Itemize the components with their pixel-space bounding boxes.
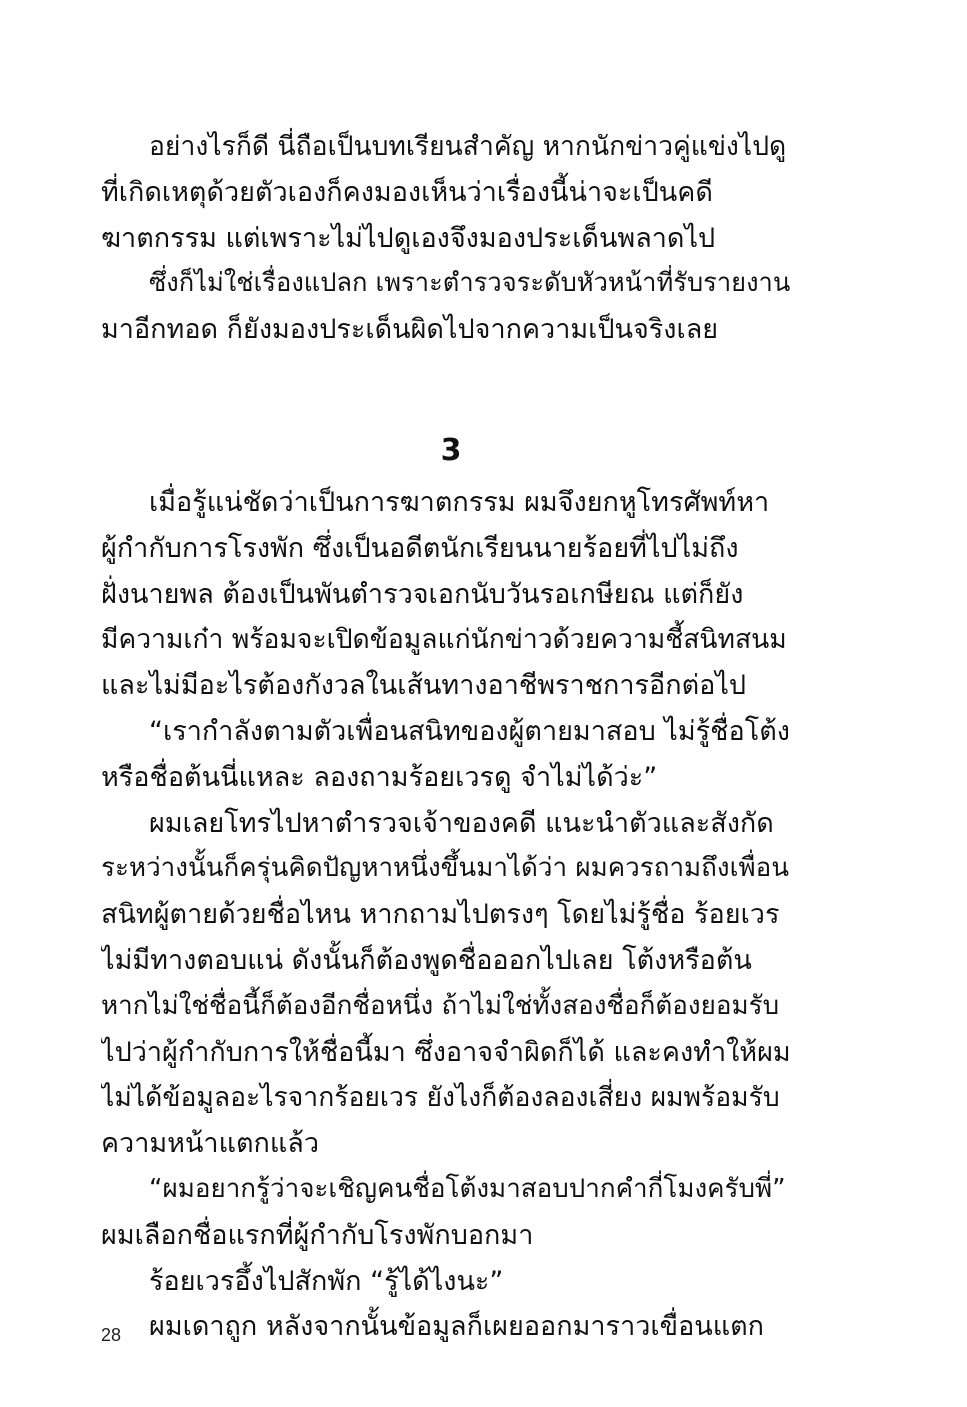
text-line: ผู้กำกับการโรงพัก ซึ่งเป็นอดีตนักเรียนนายร้อยที่ไปไม่ถึง: [101, 532, 739, 564]
text-line: สนิทผู้ตายด้วยชื่อไหน หากถามไปตรงๆ โดยไม่รู้ชื่อ ร้อยเวร: [101, 899, 780, 931]
text-line: อย่างไรก็ดี นี่ถือเป็นบทเรียนสำคัญ หากนักข่าวคู่แข่งไปดู: [149, 131, 787, 162]
section-gap: [101, 353, 791, 422]
text-line: หากไม่ใช่ชื่อนี้ก็ต้องอีกชื่อหนึ่ง ถ้าไม่ใช่ทั้งสองชื่อก็ต้องยอมรับ: [101, 990, 780, 1021]
text-line: “ผมอยากรู้ว่าจะเชิญคนชื่อโต้งมาสอบปากคำกี่โมงครับพี่”: [149, 1173, 786, 1204]
text-line: ซึ่งก็ไม่ใช่เรื่องแปลก เพราะตำรวจระดับหัวหน้าที่รับรายงาน: [149, 268, 791, 299]
text-line: และไม่มีอะไรต้องกังวลในเส้นทางอาชีพราชการอีกต่อไป: [101, 670, 747, 702]
text-line: “เรากำลังตามตัวเพื่อนสนิทของผู้ตายมาสอบ ไม่รู้ชื่อโต้ง: [149, 715, 790, 747]
body-text: [101, 124, 791, 1350]
text-line: เมื่อรู้แน่ชัดว่าเป็นการฆาตกรรม ผมจึงยกหูโทรศัพท์หา: [149, 486, 770, 518]
text-line: ผมเลือกชื่อแรกที่ผู้กำกับโรงพักบอกมา: [101, 1219, 534, 1251]
text-line: ผมเดาถูก หลังจากนั้นข้อมูลก็เผยออกมาราวเขื่อนแตก: [149, 1311, 765, 1343]
text-line: ผมเลยโทรไปหาตำรวจเจ้าของคดี แนะนำตัวและสังกัด: [149, 807, 774, 839]
text-line: ร้อยเวรอึ้งไปสักพัก “รู้ได้ไงนะ”: [149, 1265, 504, 1297]
text-line: ที่เกิดเหตุด้วยตัวเองก็คงมองเห็นว่าเรื่องนี้น่าจะเป็นคดี: [101, 176, 713, 208]
text-line: มีความเก๋า พร้อมจะเปิดข้อมูลแก่นักข่าวด้วยความชี้สนิทสนม: [101, 624, 787, 656]
text-line: ระหว่างนั้นก็ครุ่นคิดปัญหาหนึ่งขึ้นมาได้ว่า ผมควรถามถึงเพื่อน: [101, 853, 790, 884]
text-line: มาอีกทอด ก็ยังมองประเด็นผิดไปจากความเป็นจริงเลย: [101, 314, 719, 346]
text-line: หรือชื่อต้นนี่แหละ ลองถามร้อยเวรดู จำไม่ได้ว่ะ”: [101, 761, 658, 793]
text-line: ไม่มีทางตอบแน่ ดังนั้นก็ต้องพูดชื่อออกไปเลย โต้งหรือต้น: [101, 944, 752, 976]
text-line: ไปว่าผู้กำกับการให้ชื่อนี้มา ซึ่งอาจจำผิดก็ได้ และคงทำให้ผม: [101, 1036, 791, 1068]
text-line: ฆาตกรรม แต่เพราะไม่ไปดูเองจึงมองประเด็นพลาดไป: [101, 222, 716, 254]
text-line: ฝั่งนายพล ต้องเป็นพันตำรวจเอกนับวันรอเกษียณ แต่ก็ยัง: [101, 578, 744, 610]
page-number: 28: [101, 1325, 122, 1345]
section-number: 3: [440, 432, 462, 468]
text-line: ความหน้าแตกแล้ว: [101, 1128, 319, 1160]
text-line: ไม่ได้ข้อมูลอะไรจากร้อยเวร ยังไงก็ต้องลองเสี่ยง ผมพร้อมรับ: [101, 1082, 780, 1114]
